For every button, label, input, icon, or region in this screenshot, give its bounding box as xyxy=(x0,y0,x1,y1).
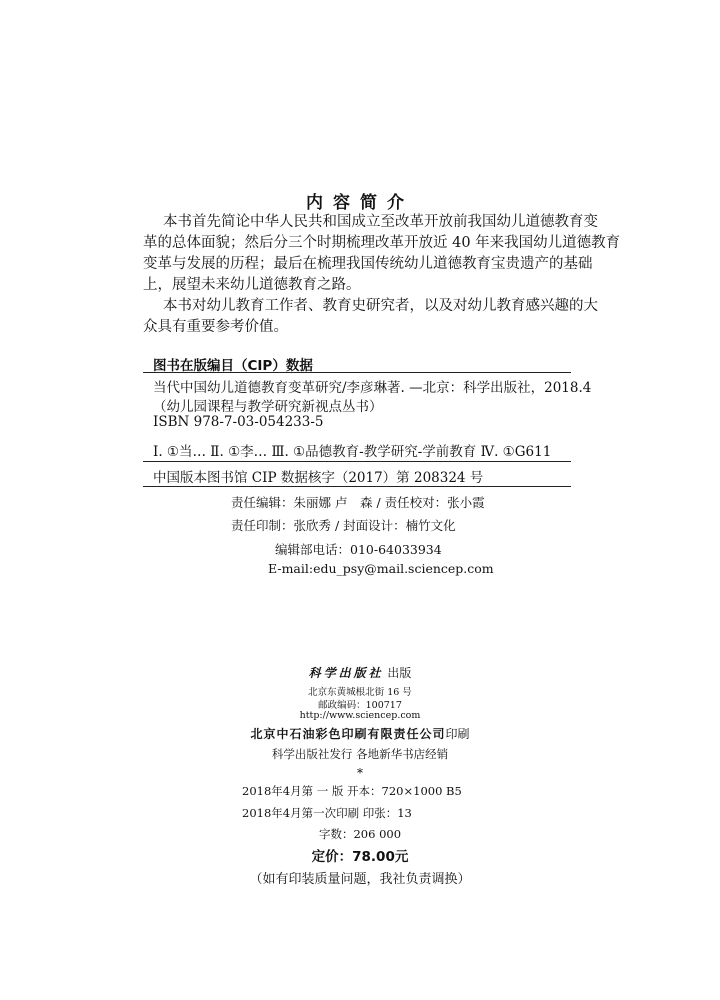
cip-line-2: （幼儿园课程与教学研究新视点丛书） xyxy=(153,399,383,415)
publisher-name: 科学出版社 xyxy=(308,666,384,680)
publisher-address: 北京东黄城根北街 16 号 xyxy=(308,687,412,698)
edition-info: 2018年4月第 一 版 开本：720×1000 B5 xyxy=(242,784,462,798)
publisher-postcode: 邮政编码：100717 xyxy=(318,700,402,711)
credits-editors: 责任编辑：朱丽娜 卢 森 / 责任校对：张小霞 xyxy=(231,495,485,510)
publisher-suffix: 出版 xyxy=(387,666,412,680)
quality-note: （如有印装质量问题，我社负责调换） xyxy=(249,872,471,887)
cip-isbn: ISBN 978-7-03-054233-5 xyxy=(153,414,324,430)
summary-paragraph-2-line-2: 众具有重要参考价值。 xyxy=(143,319,288,335)
summary-paragraph-1-line-3: 变革与发展的历程；最后在梳理我国传统幼儿道德教育宝贵遗产的基础 xyxy=(143,256,593,272)
publisher-url: http://www.sciencep.com xyxy=(299,710,421,721)
printer-line xyxy=(0,725,720,742)
price: 定价：78.00元 xyxy=(311,849,409,865)
summary-paragraph-1-line-4: 上，展望未来幼儿道德教育之路。 xyxy=(143,277,361,293)
summary-title: 内容简介 xyxy=(306,193,414,213)
summary-paragraph-1-line-2: 革的总体面貌；然后分三个时期梳理改革开放近 40 年来我国幼儿道德教育 xyxy=(143,235,621,251)
credits-print-design: 责任印制：张欣秀 / 封面设计：楠竹文化 xyxy=(231,518,456,533)
credits-phone: 编辑部电话：010-64033934 xyxy=(275,542,442,557)
cip-line-1: 当代中国幼儿道德教育变革研究/李彦琳著. —北京：科学出版社，2018.4 xyxy=(153,380,592,396)
credits-email: E-mail:edu_psy@mail.sciencep.com xyxy=(268,561,494,576)
separator-star: * xyxy=(357,766,363,780)
cip-top-rule xyxy=(143,372,571,373)
cip-core-number: 中国版本图书馆 CIP 数据核字（2017）第 208324 号 xyxy=(153,470,484,486)
printing-info: 2018年4月第一次印刷 印张：13 xyxy=(242,806,412,820)
printer-name: 北京中石油彩色印刷有限责任公司 xyxy=(250,727,446,741)
printer-suffix: 印刷 xyxy=(445,727,470,741)
cip-middle-rule xyxy=(143,461,571,462)
cip-classification: Ⅰ. ①当… Ⅱ. ①李… Ⅲ. ①品德教育-教学研究-学前教育 Ⅳ. ①G611 xyxy=(153,444,552,460)
summary-paragraph-2-line-1: 本书对幼儿教育工作者、教育史研究者，以及对幼儿教育感兴趣的大 xyxy=(163,298,598,314)
cip-heading: 图书在版编目（CIP）数据 xyxy=(153,358,313,374)
summary-paragraph-1-line-1: 本书首先简论中华人民共和国成立至改革开放前我国幼儿道德教育变 xyxy=(163,214,598,230)
word-count: 字数：206 000 xyxy=(318,827,402,841)
distribution: 科学出版社发行 各地新华书店经销 xyxy=(271,747,449,761)
cip-bottom-rule xyxy=(143,486,571,487)
publisher-line xyxy=(0,664,720,681)
